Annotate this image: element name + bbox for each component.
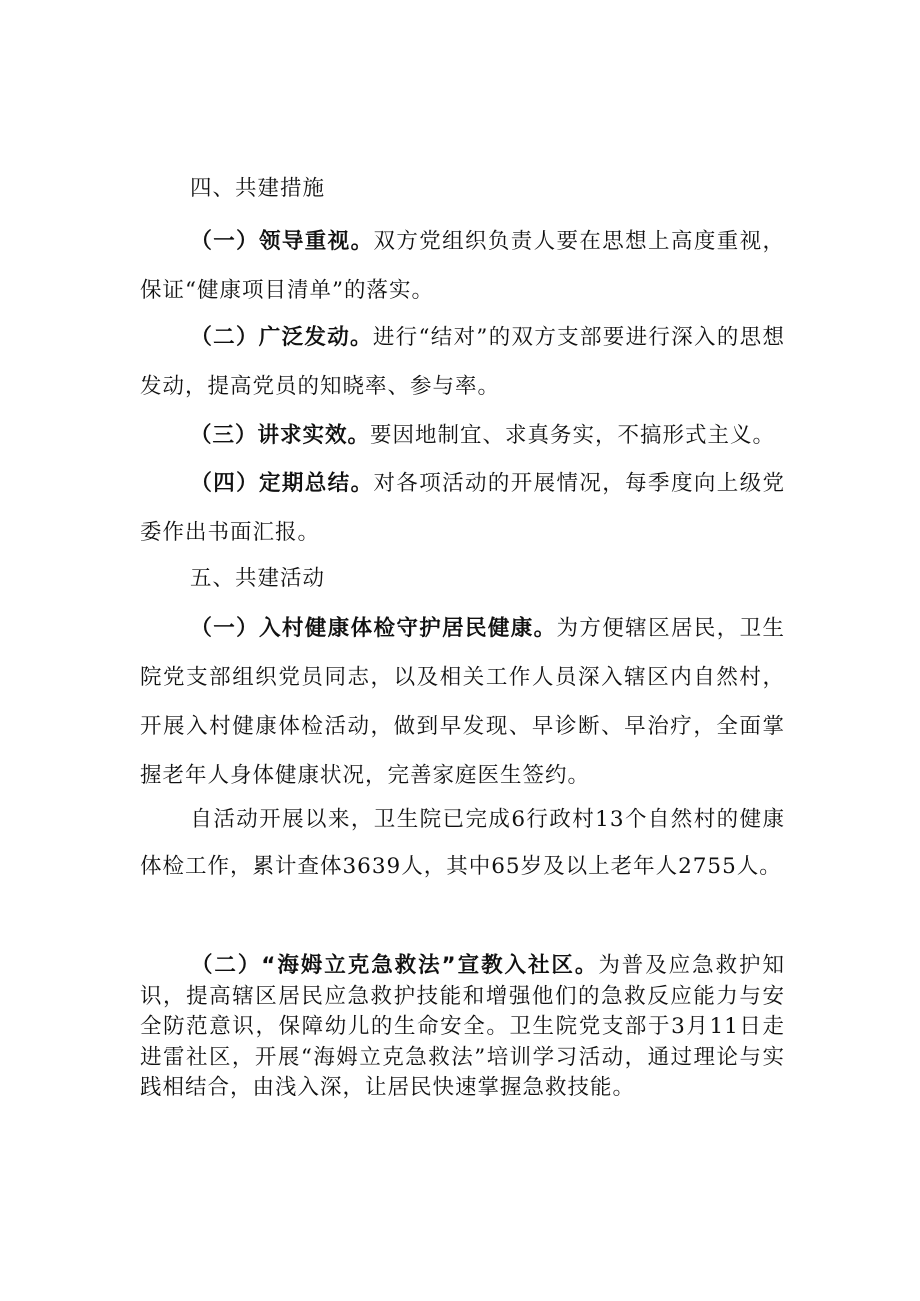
activity-followup-paragraph bbox=[140, 796, 785, 890]
measure-lead-3: （三）讲求实效。 bbox=[190, 423, 371, 448]
activity-lead-1: （一）入村健康体检守护居民健康。 bbox=[190, 616, 557, 641]
measure-text-4: 对各项活动的开展情况，每季度向上级党委作出书面汇报。 bbox=[140, 471, 785, 545]
measure-text-2: 进行“结对”的双方支部要进行深入的思想发动，提高党员的知晓率、参与率。 bbox=[140, 325, 785, 399]
activity-lead-2: （二）“海姆立克急救法”宣教入社区。 bbox=[190, 953, 599, 978]
section-heading-measures: 四、共建措施 bbox=[190, 176, 326, 201]
activity-paragraph-2 bbox=[140, 951, 785, 1104]
measure-paragraph-3 bbox=[140, 411, 785, 460]
measure-lead-4: （四）定期总结。 bbox=[190, 471, 374, 496]
measure-lead-1: （一）领导重视。 bbox=[190, 229, 374, 254]
measure-paragraph-2 bbox=[140, 313, 785, 411]
measure-paragraph-4 bbox=[140, 459, 785, 557]
activity-followup-text: 自活动开展以来，卫生院已完成6行政村13个自然村的健康体检工作，累计查体3639人，其中65岁及以上老年人2755人。 bbox=[140, 807, 785, 879]
activity-text-1: 为方便辖区居民，卫生院党支部组织党员同志，以及相关工作人员深入辖区内自然村，开展入村健康体检活动，做到早发现、早诊断、早治疗，全面掌握老年人身体健康状况，完善家庭医生签约。 bbox=[140, 616, 785, 788]
activity-text-2: 为普及应急救护知识，提高辖区居民应急救护技能和增强他们的急救反应能力与安全防范意识，保障幼儿的生命安全。卫生院党支部于3月11日走进雷社区，开展“海姆立克急救法”培训学习活动，通过理论与实践相结合，由浅入深，让居民快速掌握急救技能。 bbox=[140, 953, 785, 1100]
measure-paragraph-1 bbox=[140, 217, 785, 315]
measure-text-3: 要因地制宜、求真务实，不搞形式主义。 bbox=[370, 423, 776, 448]
section-heading-activities: 五、共建活动 bbox=[190, 566, 326, 591]
measure-lead-2: （二）广泛发动。 bbox=[190, 325, 373, 350]
measure-text-1: 双方党组织负责人要在思想上高度重视，保证“健康项目清单”的落实。 bbox=[140, 229, 785, 303]
activity-paragraph-1 bbox=[140, 604, 785, 800]
